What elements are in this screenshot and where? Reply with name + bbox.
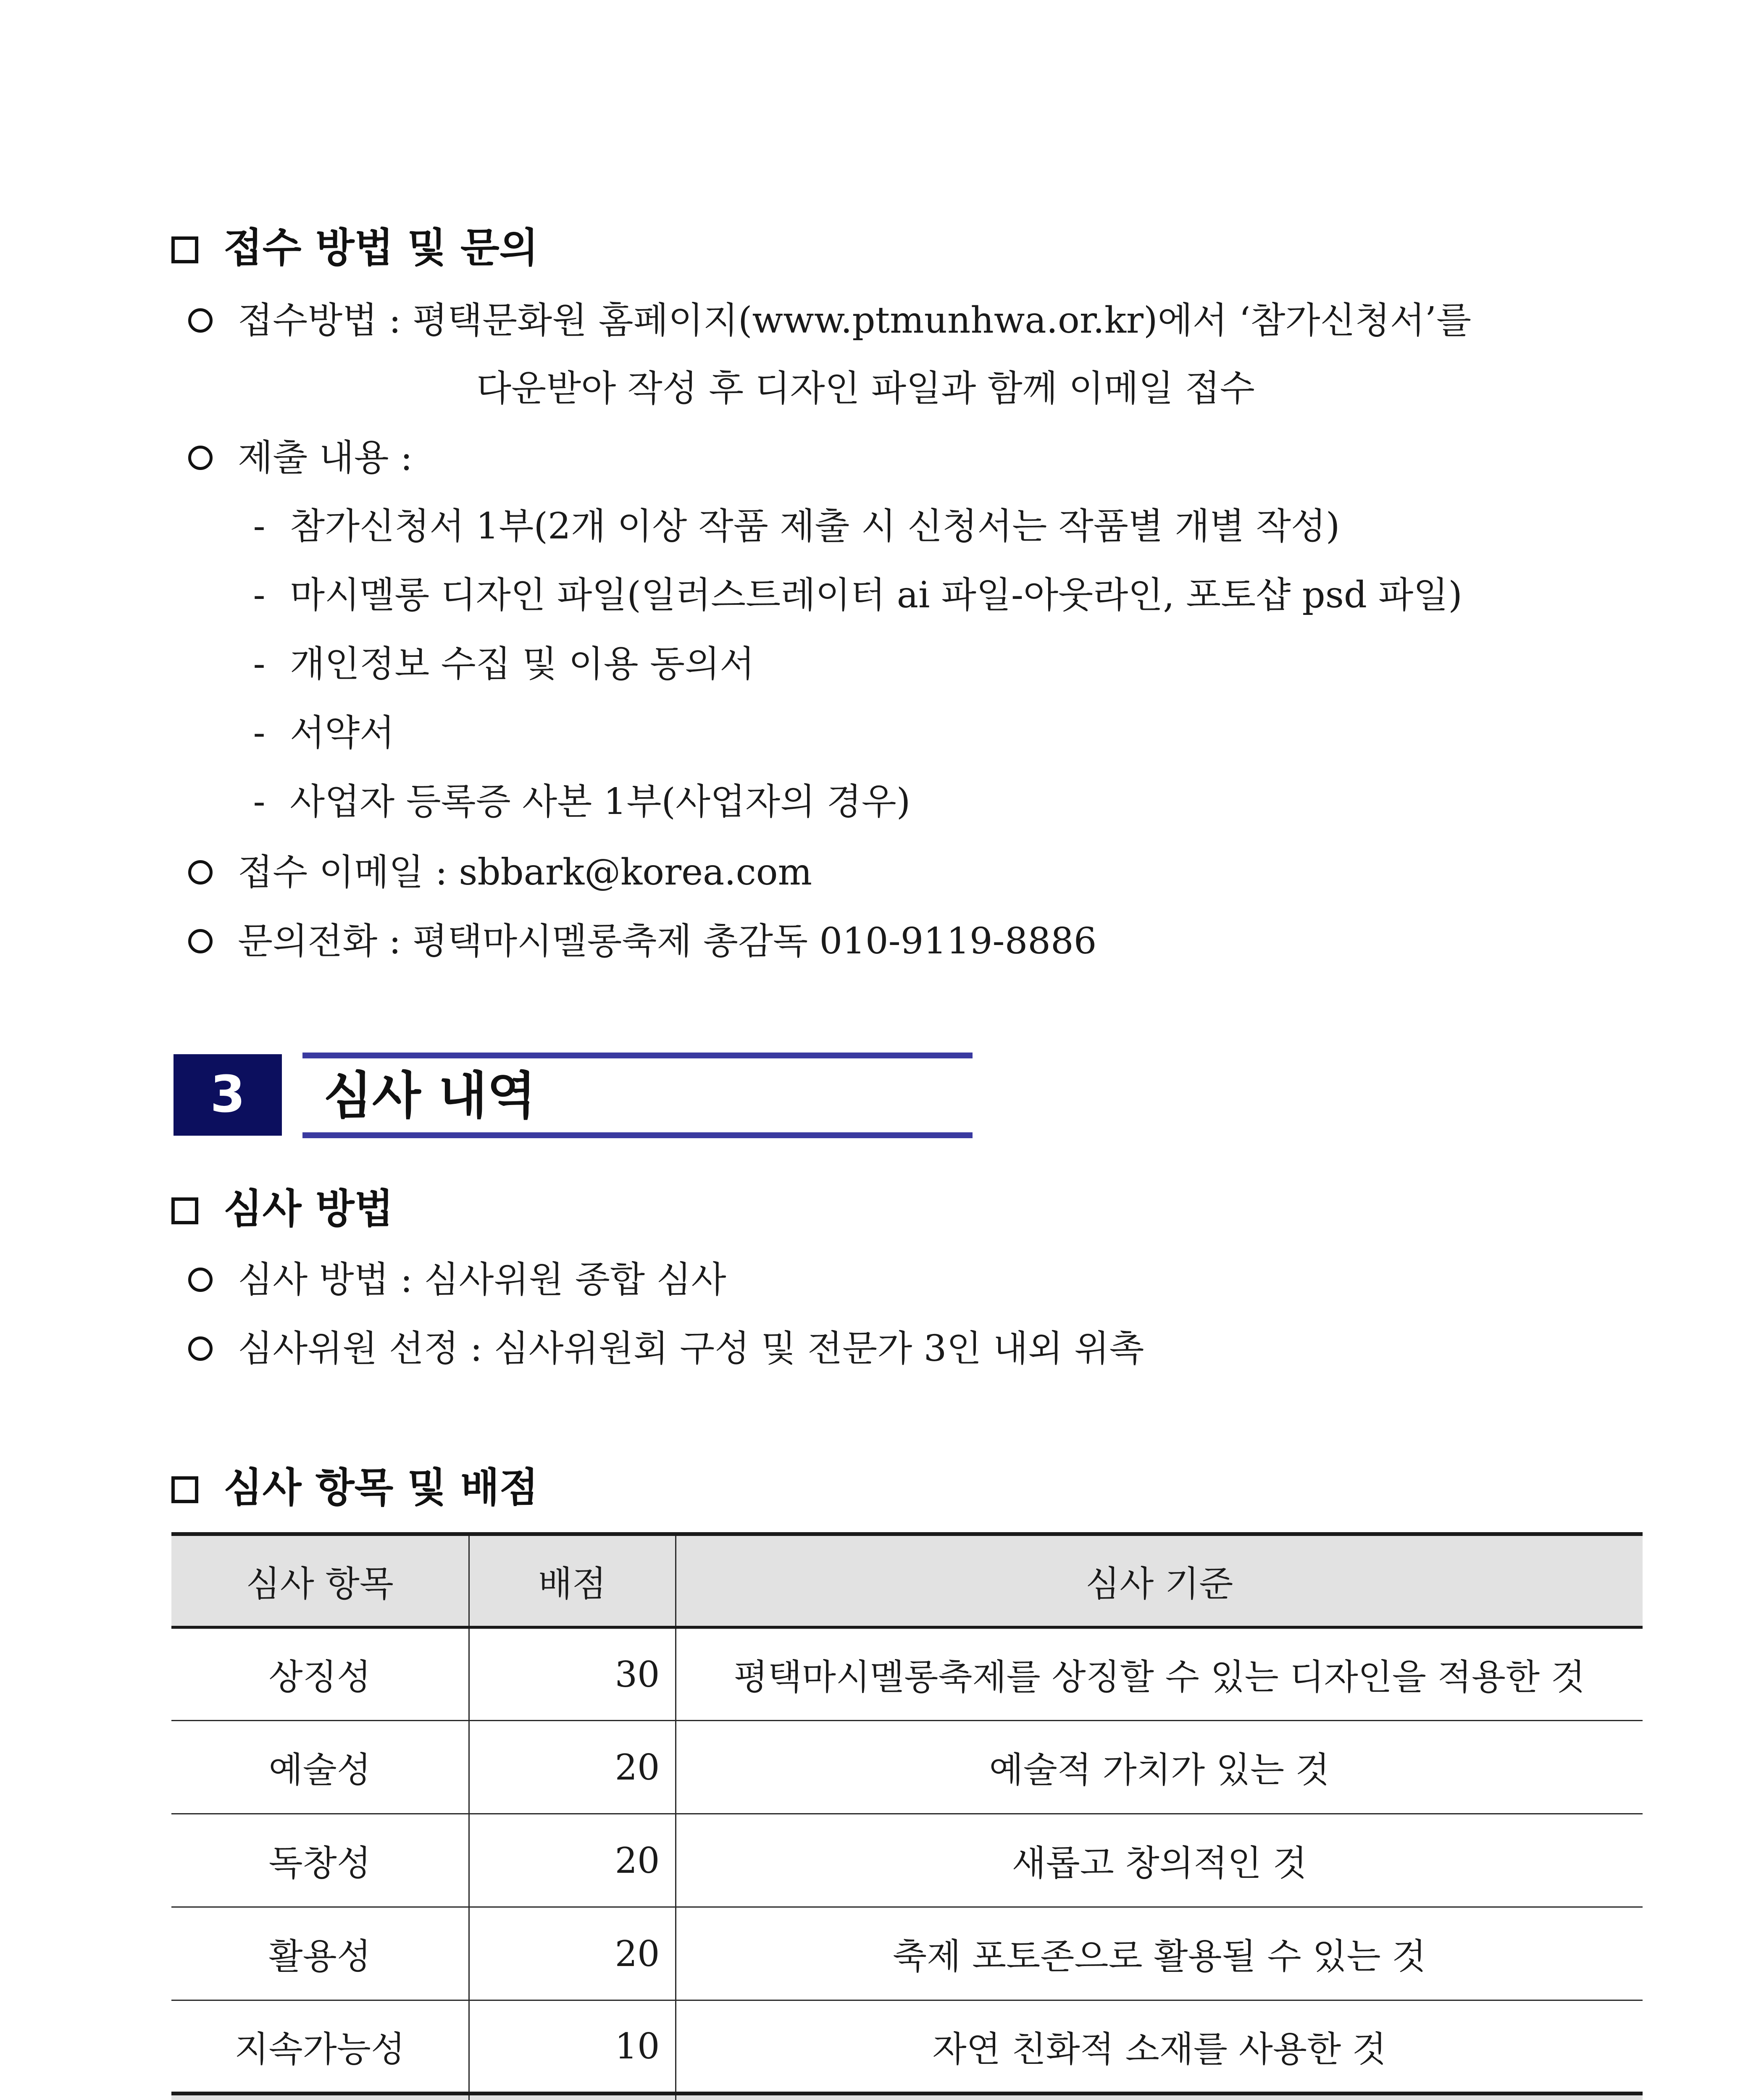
- total-label-cell: [171, 2094, 469, 2100]
- row-item-cell: 지속가능성: [171, 2000, 469, 2094]
- total-score-cell: [469, 2094, 676, 2100]
- scoring-heading: [171, 1462, 538, 1513]
- submit-item-text: 개인정보 수집 및 이용 동의서: [290, 643, 755, 685]
- row-score-cell: 10: [469, 2000, 676, 2094]
- scoring-heading-text: 심사 항목 및 배점: [223, 1464, 539, 1511]
- reception-heading-text: 접수 방법 및 문의: [223, 224, 539, 271]
- dash-marker: -: [253, 574, 266, 616]
- submit-item: [247, 503, 1340, 549]
- section-number-badge: 3: [174, 1054, 282, 1136]
- row-score-cell: 20: [469, 1814, 676, 1907]
- circle-bullet-icon: [188, 929, 213, 953]
- circle-bullet-icon: [188, 860, 213, 885]
- dash-marker: -: [253, 505, 266, 547]
- column-header-item: 심사 항목: [171, 1534, 469, 1628]
- circle-bullet-icon: [188, 1336, 213, 1361]
- table-row: [171, 1628, 1643, 1721]
- dash-marker: -: [253, 643, 266, 685]
- row-criteria-cell: 예술적 가치가 있는 것: [676, 1721, 1643, 1814]
- table-header-row: [171, 1534, 1643, 1628]
- column-header-score: 배점: [469, 1534, 676, 1628]
- submit-item-text: 서약서: [290, 712, 395, 754]
- row-item-cell: 활용성: [171, 1907, 469, 2000]
- submit-contents-line: [188, 435, 413, 481]
- section-title-top-rule: [302, 1053, 973, 1058]
- submit-item: [247, 641, 754, 687]
- section-title: 심사 내역: [323, 1067, 536, 1125]
- table-row: [171, 1814, 1643, 1907]
- submit-item: [247, 779, 910, 825]
- table-row: [171, 1721, 1643, 1814]
- row-item-cell: 예술성: [171, 1721, 469, 1814]
- row-criteria-cell: 평택마시멜롱축제를 상징할 수 있는 디자인을 적용한 것: [676, 1628, 1643, 1721]
- dash-marker: -: [253, 712, 266, 754]
- submit-item: [247, 710, 394, 756]
- table-row: [171, 1907, 1643, 2000]
- phone-line: [188, 918, 1096, 964]
- phone-text: 문의전화 : 평택마시멜롱축제 총감독 010-9119-8886: [238, 920, 1097, 962]
- table-row: [171, 2000, 1643, 2094]
- reception-method-text: 접수방법 : 평택문화원 홈페이지(www.ptmunhwa.or.kr)에서 ‘참가신청서’를: [238, 299, 1472, 341]
- row-criteria-cell: 새롭고 창의적인 것: [676, 1814, 1643, 1907]
- submit-contents-label: 제출 내용 :: [238, 437, 413, 479]
- total-criteria-cell: [676, 2094, 1643, 2100]
- submit-item-text: 마시멜롱 디자인 파일(일러스트레이터 ai 파일-아웃라인, 포토샵 psd 파일): [290, 574, 1462, 616]
- review-method-heading-text: 심사 방법: [223, 1185, 394, 1232]
- table-total-row: [171, 2094, 1643, 2100]
- row-score-cell: 20: [469, 1907, 676, 2000]
- row-criteria-cell: 자연 친화적 소재를 사용한 것: [676, 2000, 1643, 2094]
- column-header-criteria: 심사 기준: [676, 1534, 1643, 1628]
- circle-bullet-icon: [188, 1268, 213, 1292]
- email-text: 접수 이메일 : sbbark@korea.com: [238, 851, 812, 893]
- submit-item-text: 참가신청서 1부(2개 이상 작품 제출 시 신청서는 작품별 개별 작성): [290, 505, 1340, 547]
- reception-method-continuation: 다운받아 작성 후 디자인 파일과 함께 이메일 접수: [476, 368, 1255, 410]
- square-bullet-icon: [171, 236, 198, 263]
- submit-item: [247, 572, 1462, 618]
- reception-heading: [171, 223, 538, 273]
- section-title-bottom-rule: [302, 1132, 973, 1138]
- email-line: [188, 849, 812, 895]
- row-score-cell: 20: [469, 1721, 676, 1814]
- circle-bullet-icon: [188, 446, 213, 470]
- row-criteria-cell: 축제 포토존으로 활용될 수 있는 것: [676, 1907, 1643, 2000]
- submit-item-text: 사업자 등록증 사본 1부(사업자의 경우): [290, 781, 911, 823]
- square-bullet-icon: [171, 1476, 198, 1503]
- dash-marker: -: [253, 781, 266, 823]
- review-committee-text: 심사위원 선정 : 심사위원회 구성 및 전문가 3인 내외 위촉: [238, 1328, 1144, 1370]
- circle-bullet-icon: [188, 308, 213, 333]
- reception-method-line: [188, 297, 1471, 344]
- review-method-line: [188, 1257, 726, 1303]
- review-method-text: 심사 방법 : 심사위원 종합 심사: [238, 1259, 726, 1301]
- row-item-cell: 상징성: [171, 1628, 469, 1721]
- square-bullet-icon: [171, 1197, 198, 1224]
- row-item-cell: 독창성: [171, 1814, 469, 1907]
- review-committee-line: [188, 1326, 1144, 1372]
- review-method-heading: [171, 1184, 393, 1234]
- scoring-table: [171, 1532, 1643, 2100]
- row-score-cell: 30: [469, 1628, 676, 1721]
